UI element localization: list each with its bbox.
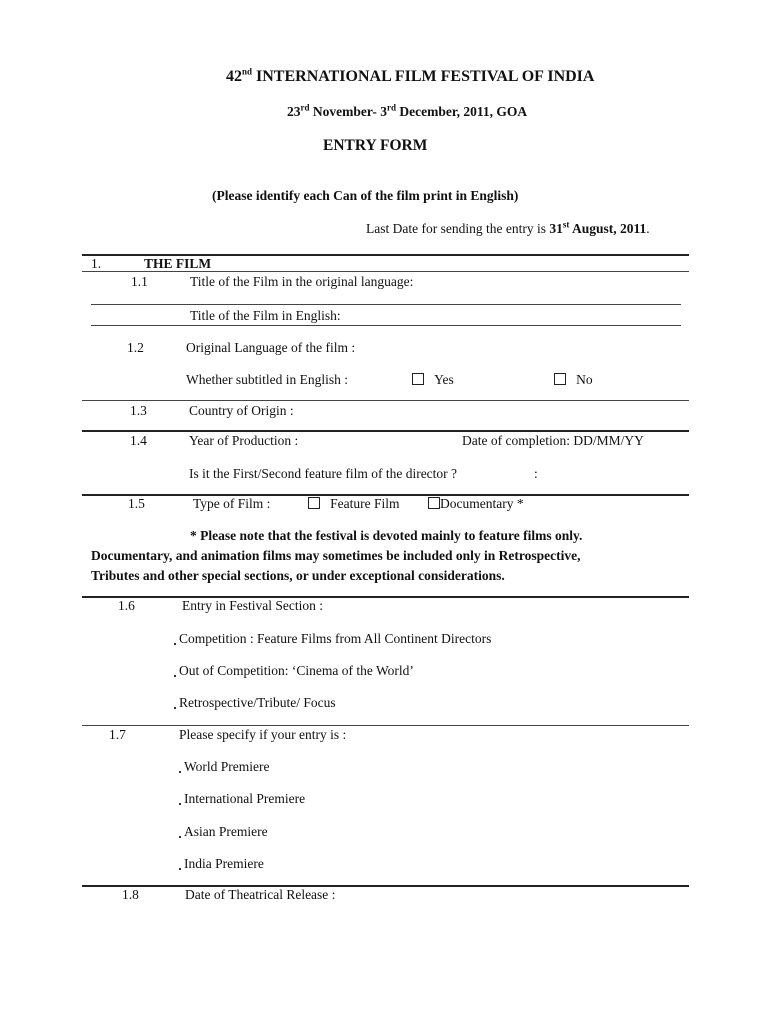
documentary-label: Documentary * — [440, 496, 524, 511]
bullet-icon — [179, 836, 181, 838]
feature-film-option[interactable] — [308, 496, 400, 512]
no-label: No — [576, 372, 593, 387]
film-type-label: Type of Film : — [193, 496, 271, 511]
festival-section-option[interactable]: Out of Competition: ‘Cinema of the World’ — [174, 663, 414, 679]
premiere-option[interactable]: Asian Premiere — [179, 824, 268, 840]
completion-date-label: Date of completion: DD/MM/YY — [462, 433, 644, 448]
premiere-label: Please specify if your entry is : — [179, 727, 347, 742]
bullet-icon — [174, 643, 176, 645]
subtitled-no-option[interactable] — [554, 372, 593, 388]
notice-line: Documentary, and animation films may sometimes be included only in Retrospective, — [91, 548, 581, 563]
documentary-option[interactable] — [428, 496, 524, 512]
notice-line: * Please note that the festival is devoted mainly to feature films only. — [190, 528, 583, 543]
section-number: 1. — [91, 256, 102, 271]
yes-label: Yes — [434, 372, 454, 387]
original-title-field[interactable] — [91, 304, 681, 305]
bullet-icon — [179, 803, 181, 805]
item-number: 1.4 — [130, 433, 147, 448]
festival-section-label: Entry in Festival Section : — [182, 598, 323, 613]
premiere-option[interactable]: World Premiere — [179, 759, 270, 775]
english-title-label: Title of the Film in English: — [190, 308, 341, 323]
festival-section-option[interactable]: Retrospective/Tribute/ Focus — [174, 695, 336, 711]
original-language-label: Original Language of the film : — [186, 340, 356, 355]
checkbox-icon[interactable] — [428, 497, 440, 509]
checkbox-icon[interactable] — [308, 497, 320, 509]
notice-line: Tributes and other special sections, or under exceptional considerations. — [91, 568, 505, 583]
section-title: THE FILM — [144, 256, 212, 271]
checkbox-icon[interactable] — [554, 373, 566, 385]
first-second-film-label: Is it the First/Second feature film of the director ? — [189, 466, 458, 481]
item-number: 1.6 — [118, 598, 135, 613]
original-title-label: Title of the Film in the original language: — [190, 274, 414, 289]
form-title: ENTRY FORM — [323, 137, 428, 154]
theatrical-release-label: Date of Theatrical Release : — [185, 887, 336, 902]
divider — [82, 271, 689, 272]
divider — [82, 400, 689, 401]
subtitled-yes-option[interactable] — [412, 372, 454, 388]
item-number: 1.8 — [122, 887, 139, 902]
english-title-field[interactable] — [91, 325, 681, 326]
checkbox-icon[interactable] — [412, 373, 424, 385]
item-number: 1.2 — [127, 340, 144, 355]
divider — [82, 430, 689, 432]
festival-title: 42nd INTERNATIONAL FILM FESTIVAL OF INDIA — [226, 66, 595, 85]
divider — [82, 725, 689, 726]
item-number: 1.3 — [130, 403, 147, 418]
divider — [82, 885, 689, 887]
bullet-icon — [174, 675, 176, 677]
item-number: 1.5 — [128, 496, 145, 511]
premiere-option[interactable]: International Premiere — [179, 791, 305, 807]
feature-film-label: Feature Film — [330, 496, 400, 511]
country-label: Country of Origin : — [189, 403, 294, 418]
colon: : — [534, 466, 538, 481]
festival-section-option[interactable]: Competition : Feature Films from All Continent Directors — [174, 631, 491, 647]
bullet-icon — [179, 771, 181, 773]
item-number: 1.7 — [109, 727, 126, 742]
bullet-icon — [179, 868, 181, 870]
print-note: (Please identify each Can of the film print in English) — [212, 188, 519, 203]
festival-dates: 23rd November- 3rd December, 2011, GOA — [287, 102, 528, 119]
production-year-label: Year of Production : — [189, 433, 299, 448]
divider — [82, 596, 689, 598]
item-number: 1.1 — [131, 274, 148, 289]
subtitled-label: Whether subtitled in English : — [186, 372, 348, 387]
deadline-line: Last Date for sending the entry is 31st August, 2011. — [366, 219, 650, 236]
premiere-option[interactable]: India Premiere — [179, 856, 264, 872]
bullet-icon — [174, 707, 176, 709]
